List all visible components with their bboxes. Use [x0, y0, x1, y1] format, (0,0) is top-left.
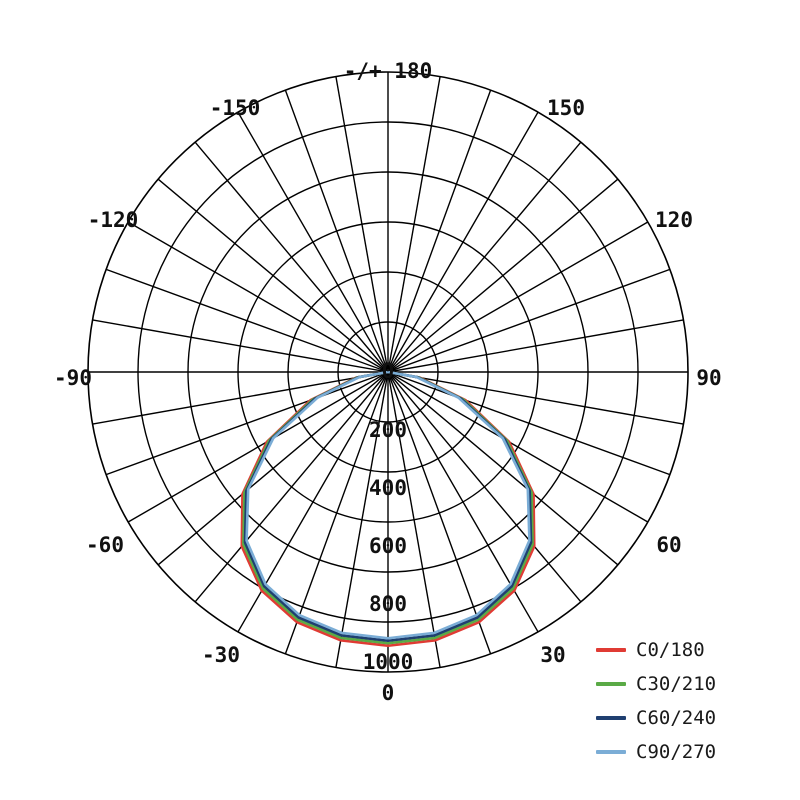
legend-label-c0: C0/180 [636, 639, 705, 661]
angle-label-180: -/+ 180 [343, 59, 433, 83]
angle-label-120: 120 [655, 208, 693, 232]
angle-label-30: 30 [540, 643, 566, 667]
legend-item[interactable] [596, 742, 716, 762]
radial-label-200: 200 [369, 418, 407, 442]
angle-label-0: 0 [381, 681, 395, 705]
radial-label-600: 600 [369, 534, 407, 558]
radial-label-800: 800 [369, 592, 407, 616]
legend-swatch-c90 [596, 750, 626, 754]
legend-label-c90: C90/270 [636, 741, 717, 763]
legend-swatch-c60 [596, 716, 626, 720]
angle-label-m150: -150 [209, 96, 261, 120]
angle-label-150: 150 [547, 96, 585, 120]
angle-label-m30: -30 [202, 643, 240, 667]
angle-label-90: 90 [696, 366, 722, 390]
legend-item[interactable] [596, 708, 716, 728]
radial-label-0: 0 [381, 359, 395, 383]
legend-item[interactable] [596, 674, 716, 694]
radial-label-400: 400 [369, 476, 407, 500]
radial-label-1000: 1000 [362, 650, 414, 674]
angle-label-m60: -60 [86, 533, 124, 557]
legend-item[interactable] [596, 640, 716, 660]
angle-label-m90: -90 [54, 366, 92, 390]
chart-legend [596, 640, 716, 762]
angle-label-60: 60 [656, 533, 682, 557]
legend-swatch-c30 [596, 682, 626, 686]
angle-label-m120: -120 [87, 208, 139, 232]
legend-label-c60: C60/240 [636, 707, 717, 729]
legend-label-c30: C30/210 [636, 673, 717, 695]
legend-swatch-c0 [596, 648, 626, 652]
